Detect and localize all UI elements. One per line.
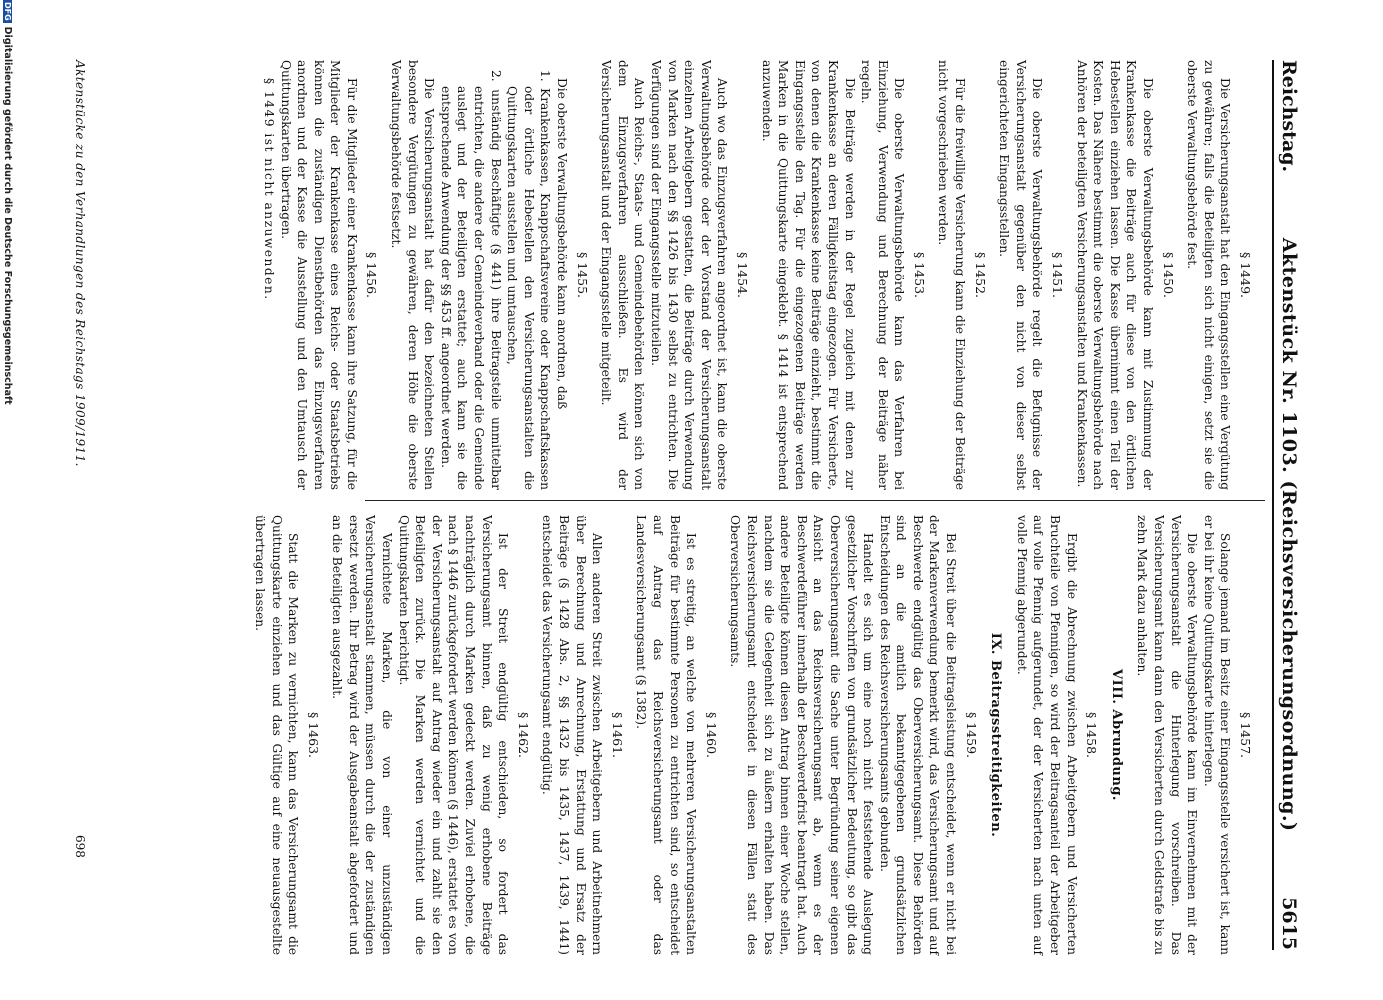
section-number: § 1456.	[364, 251, 380, 298]
paragraph: Bei Streit über die Beitragsleistung entscheidet, wenn er nicht bei der Markenverwendung bemerkt wird, das Versicherungsamt und auf Beschwerde endgültig das Oberversicherungsamt. Diese Behörden sind an die amtlich bekanntgegebenen grundsätzlichen Entscheidungen des Reichsversicherungsamts gebunden.	[877, 515, 959, 955]
paragraph: Statt die Marken zu vernichten, kann das Versicherungsamt die Quittungskarte einziehen und das Gültige auf eine neuausgestellte übertragen lassen.	[252, 515, 301, 955]
paragraph: Die Versicherungsanstalt hat dafür den bezeichneten Stellen besondere Vergütungen zu gewähren, deren Höhe die oberste Verwaltungsbehörde festsetzt.	[389, 60, 437, 490]
paragraph: Die oberste Verwaltungsbehörde kann mit Zustimmung der Krankenkasse die Beiträge auch für diese von den örtlichen Hebestellen einziehen lassen. Die Kasse übernimmt einen Teil der Kosten. Das Nähere bestimmt die oberste Verwaltungsbehörde nach Anhören der beteiligten Versicherungsanstalten und Krankenkassen.	[1074, 60, 1156, 490]
digitization-note: DFGDigitalisierung gefördert durch die Deutsche Forschungsgemeinschaft	[2, 2, 13, 405]
paragraph: Ist es streitig, an welche von mehreren Versicherungsanstalten Beiträge für bestimmte Personen zu entrichten sind, so entscheidet auf Antrag das Reichsversicherungsamt oder das Landesversicherungsamt (§ 1382).	[634, 515, 699, 955]
paragraph: Solange jemand im Besitz einer Eingangsstelle versichert ist, kann er bei ihr keine Quittungskarte hinterlegen.	[1201, 515, 1233, 955]
section-number: § 1463.	[305, 711, 321, 758]
section-number: § 1461.	[609, 711, 625, 758]
section-number: § 1457.	[1238, 711, 1253, 758]
header-left: Reichstag.	[1278, 60, 1300, 173]
paragraph: Die oberste Verwaltungsbehörde kann anordnen, daß	[555, 78, 570, 410]
list-item: 1. Krankenkassen, Knappschaftsvereine oder Knappschaftskassen oder örtliche Hebestellen den Versicherungsanstalten die Quittungskarten ausstellen und umtauschen,	[505, 70, 553, 490]
list-item: 2. unständig Beschäftigte (§ 441) ihre Beitragsteile unmittelbar entrichten, die andere der Gemeindeverband oder die Gemeinde auslegt und der Beteiligten erstattet; auch kann sie die entsprechende Anwendung der §§ 453 ff. angeordnet werden.	[438, 70, 503, 490]
section-number: § 1450.	[1160, 251, 1176, 298]
section-number: § 1458.	[1084, 711, 1100, 758]
section-number: § 1451.	[1050, 251, 1066, 298]
header-title: Aktenstück Nr. 1103. (Reichsversicherungsordnung.)	[1278, 237, 1300, 832]
paragraph: Die oberste Verwaltungsbehörde regelt die Befugnisse der Versicherungsanstalt gegenüber den nicht von dieser selbst eingerichteten Eingangsstellen.	[997, 60, 1045, 490]
chapter-heading: VIII. Abrundung.	[1108, 669, 1124, 801]
paragraph: Handelt es sich um eine noch nicht feststehende Auslegung gesetzlicher Vorschriften von grundsätzlicher Bedeutung, so gibt das Oberversicherungsamt die Sache unter Begründung seiner eigenen Ansicht an das Reichsversicherungsamt ab, wenn es der Beschwerdeführer innerhalb der Beschwerdefrist beantragt hat. Auch andere Beteiligte können diesen Antrag binnen einer Woche stellen, nachdem sie die Gelegenheit sich zu äußern erhalten haben. Das Reichsversicherungsamt entscheidet in diesen Fällen statt des Oberversicherungsamts.	[728, 515, 876, 955]
paragraph: Die Versicherungsanstalt hat den Eingangsstellen eine Vergütung zu gewähren; falls die Beteiligten sich nicht einigen, setzt sie die oberste Verwaltungsbehörde fest.	[1185, 60, 1233, 490]
paragraph: Die oberste Verwaltungsbehörde kann das Verfahren bei Einziehung, Verwendung und Berechnung der Beiträge näher regeln.	[859, 60, 907, 490]
left-column	[260, 60, 1261, 490]
section-number: § 1459.	[963, 711, 979, 758]
footer-source: Aktenstücke zu den Verhandlungen des Reichstags 1909/1911.	[73, 60, 87, 467]
paragraph: § 1449 ist nicht anzuwenden.	[261, 78, 276, 301]
paragraph: Auch wo das Einzugsverfahren angeordnet ist, kann die oberste Verwaltungsbehörde oder der Vorstand der Versicherungsanstalt einzelnen Arbeitgebern gestatten, die Beiträge durch Verwendung von Marken nach den §§ 1426 bis 1430 selbst zu entrichten. Die Verfügungen sind der Eingangsstelle mitzuteilen.	[649, 60, 730, 490]
paragraph: Auch Reichs-, Staats- und Gemeindebehörden können sich von dem Einzugsverfahren ausschließen. Es wird der Versicherungsanstalt und der Eingangsstelle mitgeteilt.	[599, 60, 647, 490]
footer-page-number: 698	[73, 835, 87, 858]
dfg-logo-icon: DFG	[3, 2, 12, 21]
paragraph: Vernichtete Marken, die von einer unzuständigen Versicherungsanstalt stammen, müssen durch die der zuständigen ersetzt werden. Ihr Betrag wird der Ausgabeanstalt abgefordert und an die Beteiligten ausgezahlt.	[330, 515, 395, 955]
section-number: § 1449.	[1238, 251, 1253, 298]
paragraph: Für die Mitglieder einer Krankenkasse kann ihre Satzung, für die Mitglieder der Krankenkasse eines Reichs- oder Staatsbetriebs können die zuständigen Dienstbehörden das Einzugsverfahren anordnen und der Kasse die Ausstellung und den Umtausch der Quittungskarten übertragen.	[278, 60, 359, 490]
page-header	[1272, 60, 1308, 950]
section-number: § 1454.	[734, 251, 750, 298]
section-number: § 1455.	[574, 251, 590, 298]
page-number: 5615	[1278, 897, 1300, 950]
right-column	[251, 515, 1261, 955]
chapter-heading: IX. Beitragsstreitigkeiten.	[988, 632, 1004, 838]
section-number: § 1462.	[515, 711, 531, 758]
paragraph: Die oberste Verwaltungsbehörde kann im Einvernehmen mit der Versicherungsanstalt die Hinterlegung vorschreiben. Das Versicherungsamt kann dann den Versicherten durch Geldstrafe bis zu zehn Mark dazu anhalten.	[1135, 515, 1200, 955]
column-divider	[365, 500, 1265, 501]
paragraph: Allen anderen Streit zwischen Arbeitgebern und Arbeitnehmern über Berechnung und Anrechnung, Erstattung und Ersatz der Beiträge (§ 1428 Abs. 2, §§ 1432 bis 1435, 1437, 1439, 1441) entscheidet das Versicherungsamt endgültig.	[540, 515, 605, 955]
section-number: § 1460.	[703, 711, 719, 758]
section-number: § 1453.	[911, 251, 927, 298]
paragraph: Ergibt die Abrechnung zwischen Arbeitgebern und Versicherten Bruchteile von Pfennigen, so wird der Beitragsanteil der Arbeitgeber auf volle Pfennig aufgerundet, der der Versicherten nach unten auf volle Pfennig abgerundet.	[1014, 515, 1079, 955]
paragraph: Für die freiwillige Versicherung kann die Einziehung der Beiträge nicht vorgeschrieben werden.	[936, 60, 968, 490]
section-number: § 1452.	[972, 251, 988, 298]
paragraph: Die Beiträge werden in der Regel zugleich mit denen zur Krankenkasse an deren Fälligkeitstag eingezogen. Für Versicherte, von denen die Krankenkasse keine Beiträge einzieht, bestimmt die Eingangsstelle den Tag. Für die eingezogenen Beiträge werden Marken in die Quittungskarte eingeklebt. § 1414 ist entsprechend anzuwenden.	[759, 60, 857, 490]
paragraph: Ist der Streit endgültig entschieden, so fordert das Versicherungsamt binnen, daß zu wenig erhobene Beiträge nachträglich durch Marken gedeckt werden. Zuviel erhobene, die nach § 1446 zurückgefordert werden können (§ 1446), erstattet es von der Versicherungsanstalt auf Antrag wieder ein und zahlt sie den Beteiligten zurück. Die Marken werden vernichtet und die Quittungskarten berichtigt.	[396, 515, 511, 955]
